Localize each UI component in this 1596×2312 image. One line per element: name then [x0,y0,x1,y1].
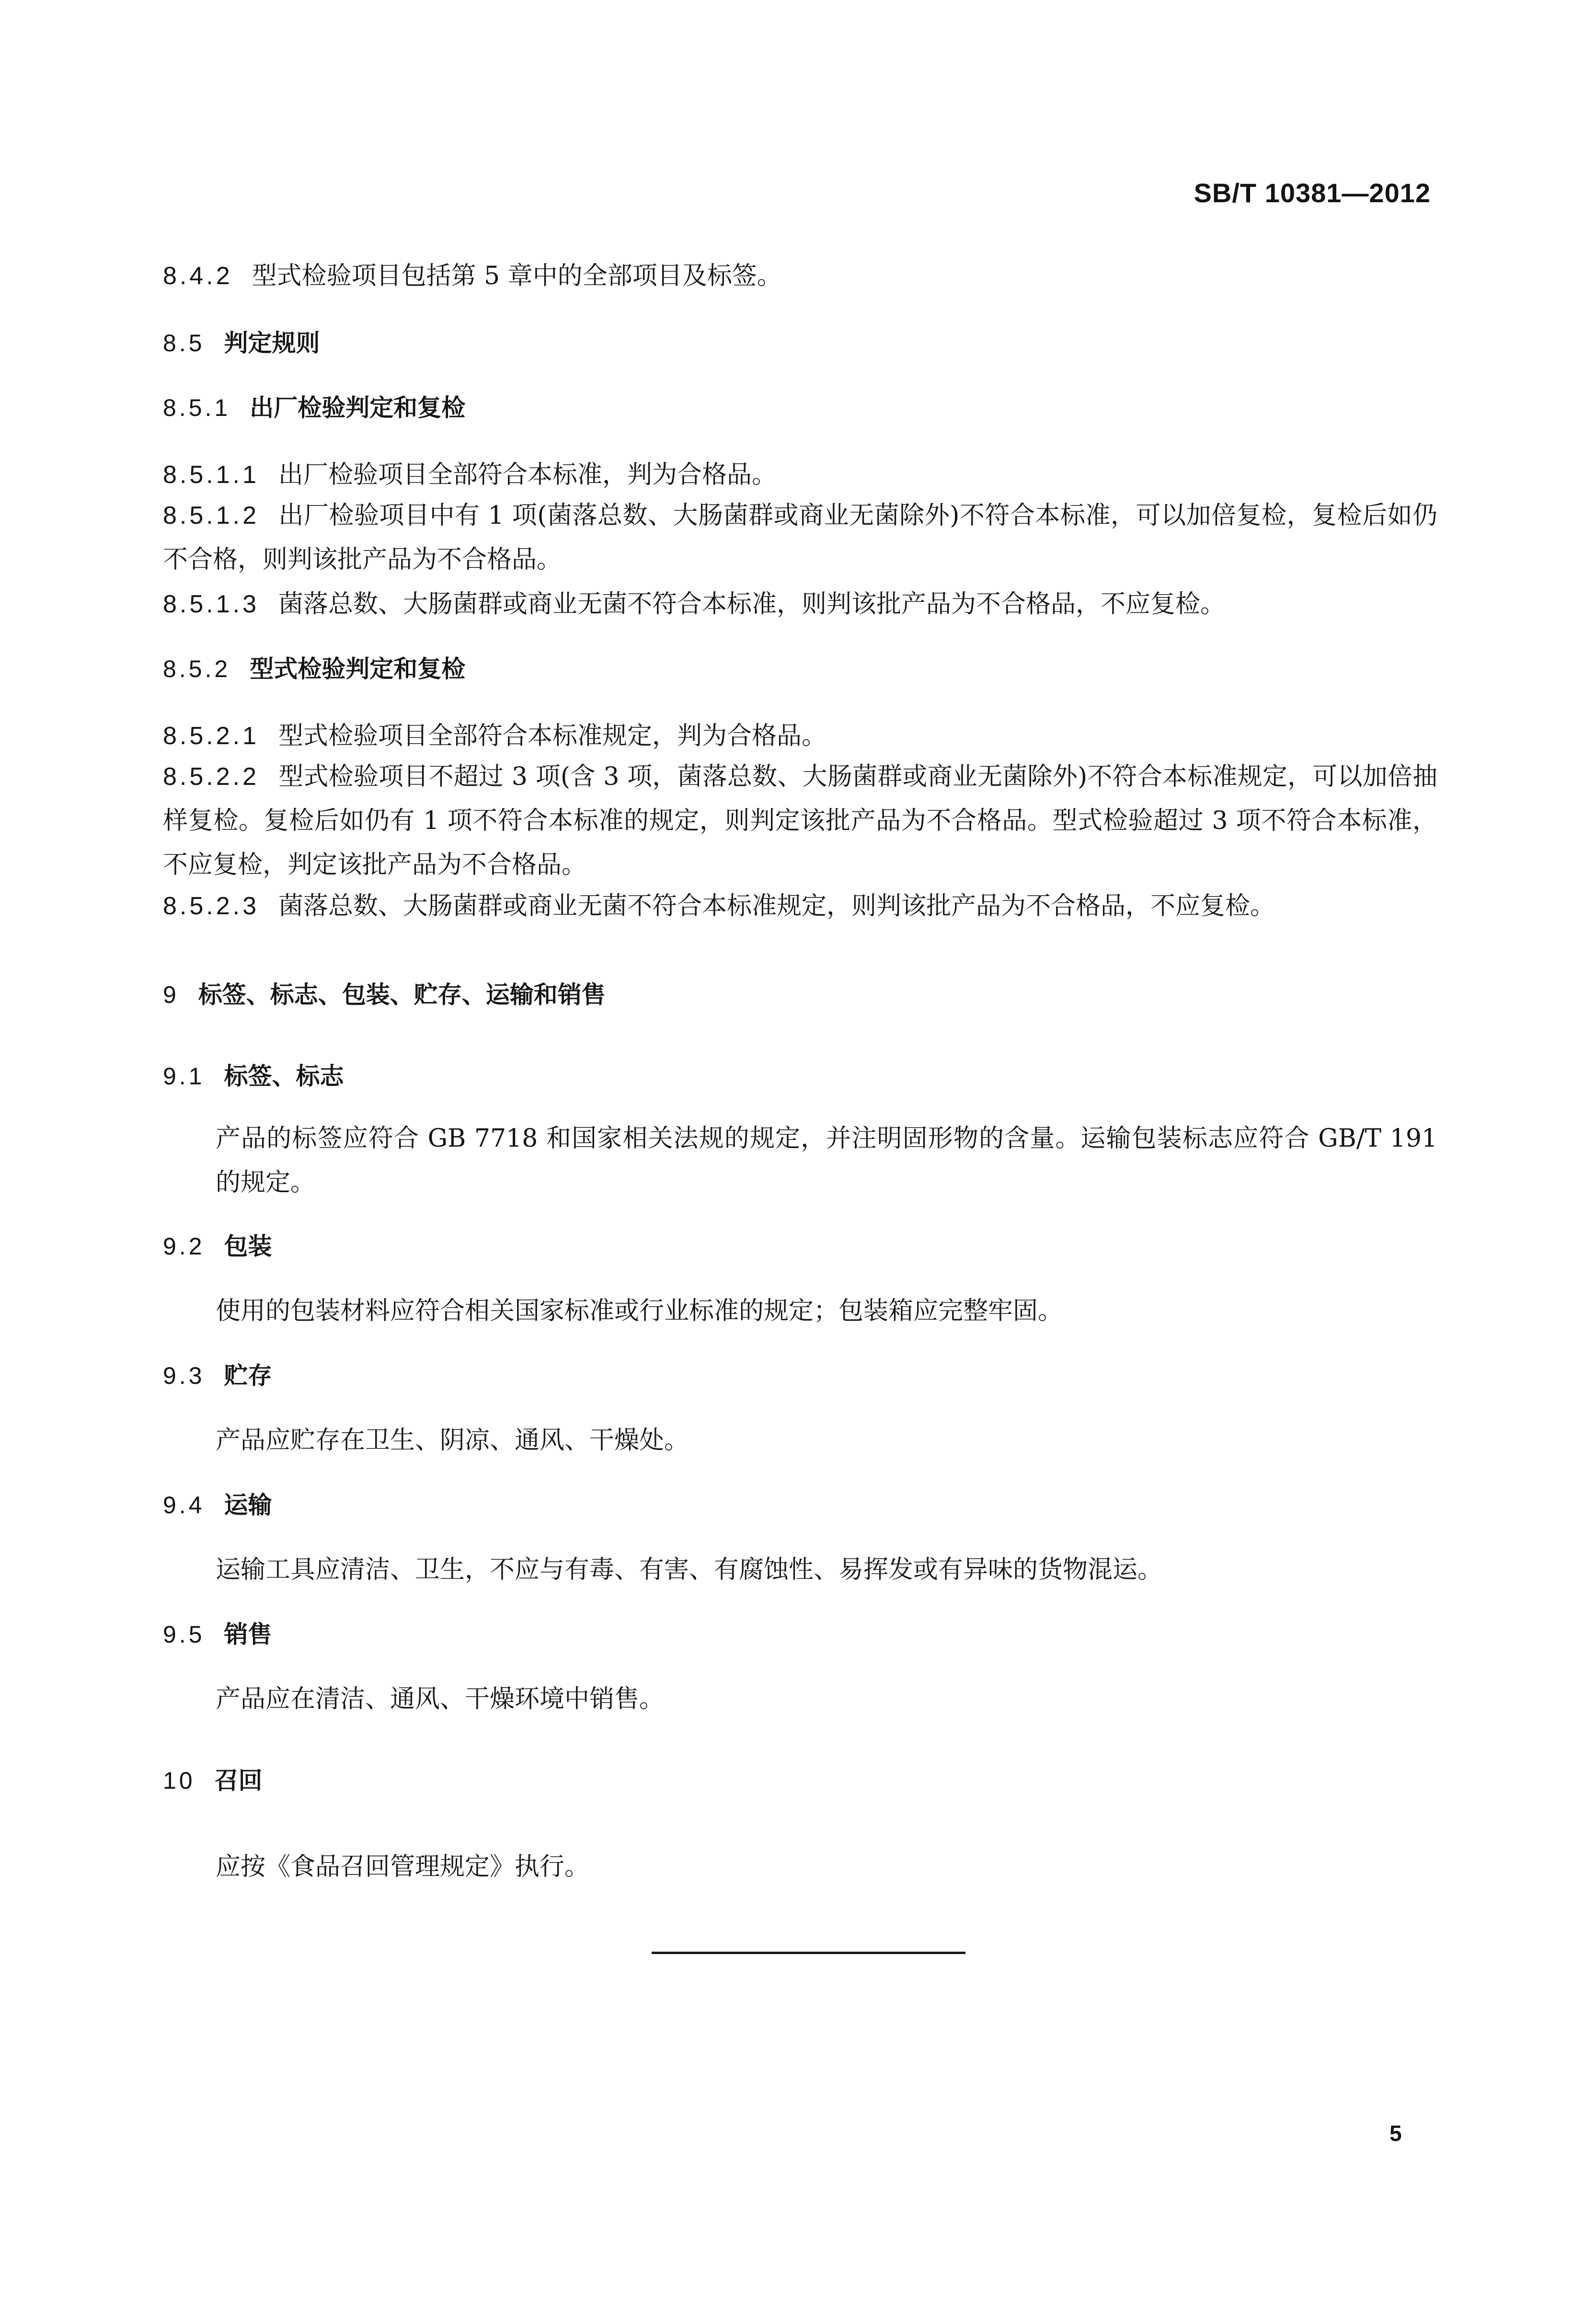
clause-number: 8.4.2 [163,262,233,290]
heading-9-1 [163,1054,1437,1098]
heading-9 [163,973,1437,1017]
paragraph-9-3: 产品应贮存在卫生、阴凉、通风、干燥处。 [216,1426,689,1455]
heading-8-5-1 [163,386,1437,430]
heading-8-5-2 [163,647,1437,691]
heading-number: 9 [163,981,179,1008]
clause-text: 菌落总数、大肠菌群或商业无菌不符合本标准规定，则判该批产品为不合格品，不应复检。 [278,892,1275,920]
heading-title: 标签、标志 [224,1062,344,1090]
heading-number: 9.2 [163,1233,205,1260]
paragraph-9-5: 产品应在清洁、通风、干燥环境中销售。 [216,1685,665,1714]
heading-title: 出厂检验判定和复检 [250,394,466,422]
clause-number: 8.5.1.1 [163,461,260,489]
paragraph-10: 应按《食品召回管理规定》执行。 [216,1852,590,1881]
paragraph-9-1: 产品的标签应符合 GB 7718 和国家相关法规的规定，并注明固形物的含量。运输包装标志应符合 GB/T 191 的规定。 [216,1124,1437,1197]
page-number: 5 [1389,2121,1402,2146]
heading-title: 销售 [224,1621,272,1648]
clause-text: 型式检验项目不超过 3 项(含 3 项，菌落总数、大肠菌群或商业无菌除外)不符合本标准规定，可以加倍抽样复检。复检后如仍有 1 项不符合本标准的规定，则判定该批产品为不合格品。型式检验超过 3 项不符合本标准，不应复检，判定该批产品为不合格品。 [163,762,1437,879]
heading-number: 8.5 [163,330,205,357]
heading-title: 召回 [214,1767,263,1794]
heading-number: 9.4 [163,1492,205,1518]
heading-number: 8.5.1 [163,394,231,421]
heading-number: 10 [163,1767,195,1794]
clause-number: 8.5.1.3 [163,590,260,618]
heading-8-5 [163,321,1437,365]
heading-number: 9.5 [163,1621,205,1648]
heading-number: 9.3 [163,1362,205,1389]
clause-8-5-2-3 [163,884,1437,928]
heading-title: 型式检验判定和复检 [250,655,466,683]
standard-code: SB/T 10381—2012 [1194,178,1431,208]
clause-text: 型式检验项目全部符合本标准规定，判为合格品。 [278,722,827,750]
heading-9-5 [163,1612,1437,1656]
heading-title: 包装 [224,1232,272,1260]
heading-number: 8.5.2 [163,656,231,682]
heading-9-3 [163,1354,1437,1398]
clause-8-5-2-2 [163,755,1437,887]
clause-number: 8.5.1.2 [163,502,260,529]
clause-text: 型式检验项目包括第 5 章中的全部项目及标签。 [252,262,782,290]
clause-number: 8.5.2.3 [163,892,260,920]
heading-title: 判定规则 [224,329,320,357]
clause-8-5-1-1 [163,453,1437,497]
clause-8-5-1-3 [163,582,1437,626]
paragraph-9-4: 运输工具应清洁、卫生，不应与有毒、有害、有腐蚀性、易挥发或有异味的货物混运。 [216,1555,1163,1584]
heading-title: 贮存 [224,1362,272,1390]
heading-9-4 [163,1483,1437,1527]
heading-title: 运输 [224,1491,272,1519]
heading-title: 标签、标志、包装、贮存、运输和销售 [198,981,606,1009]
clause-8-4-2 [163,254,1437,298]
clause-text: 出厂检验项目中有 1 项(菌落总数、大肠菌群或商业无菌除外)不符合本标准，可以加倍复检，复检后如仍不合格，则判该批产品为不合格品。 [163,501,1437,574]
clause-number: 8.5.2.1 [163,722,260,750]
heading-number: 9.1 [163,1063,205,1090]
clause-text: 出厂检验项目全部符合本标准，判为合格品。 [278,460,777,489]
clause-number: 8.5.2.2 [163,763,260,791]
clause-8-5-1-2 [163,494,1437,582]
heading-10 [163,1759,1437,1803]
clause-8-5-2-1 [163,714,1437,758]
heading-9-2 [163,1224,1437,1268]
end-rule [652,1952,965,1954]
paragraph-9-2: 使用的包装材料应符合相关国家标准或行业标准的规定；包装箱应完整牢固。 [216,1297,1063,1325]
clause-text: 菌落总数、大肠菌群或商业无菌不符合本标准，则判该批产品为不合格品，不应复检。 [278,590,1226,619]
